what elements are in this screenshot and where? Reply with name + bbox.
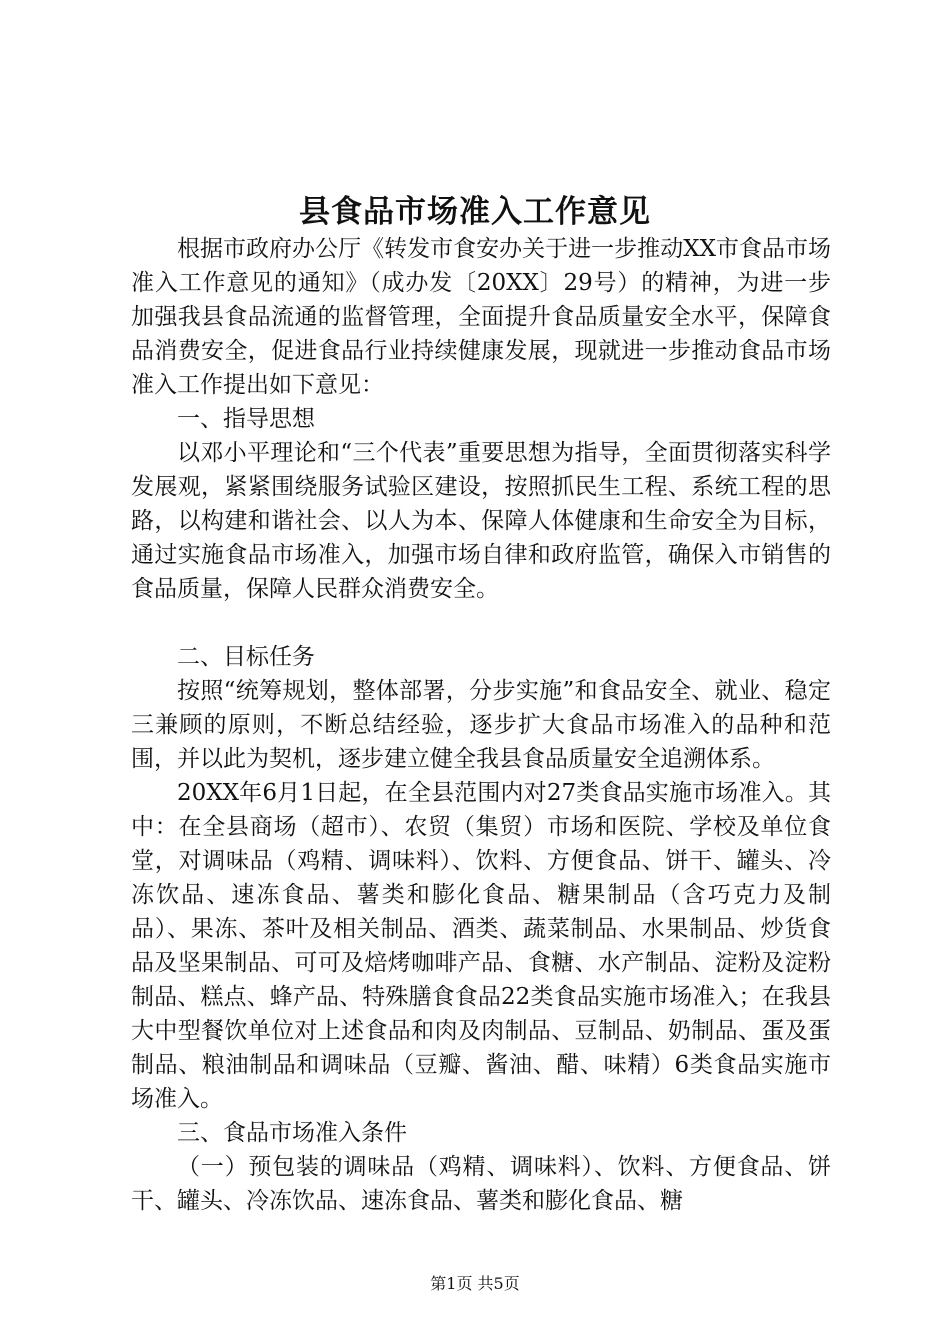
- section-heading-goals: 二、目标任务: [177, 644, 315, 670]
- conditions-paragraph: （一）预包装的调味品（鸡精、调味料）、饮料、方便食品、饼干、罐头、冷冻饮品、速冻食品、薯类和膨化食品、糖: [131, 1154, 831, 1214]
- document-body: [131, 232, 831, 1218]
- paragraph-spacer: [131, 606, 831, 640]
- page-footer: 第1页 共5页: [430, 1274, 520, 1293]
- scope-paragraph: 20XX年6月1日起，在全县范围内对27类食品实施市场准入。其中：在全县商场（超市）、农贸（集贸）市场和医院、学校及单位食堂，对调味品（鸡精、调味料）、饮料、方便食品、饼干、罐头、冷冻饮品、速冻食品、薯类和膨化食品、糖果制品（含巧克力及制品）、果冻、茶叶及相关制品、酒类、蔬菜制品、水果制品、炒货食品及坚果制品、可可及焙烤咖啡产品、食糖、水产制品、淀粉及淀粉制品、糕点、蜂产品、特殊膳食食品22类食品实施市场准入；在我县大中型餐饮单位对上述食品和肉及肉制品、豆制品、奶制品、蛋及蛋制品、粮油制品和调味品（豆瓣、酱油、醋、味精）6类食品实施市场准入。: [131, 780, 831, 1112]
- guiding-ideology-paragraph: 以邓小平理论和“三个代表”重要思想为指导，全面贯彻落实科学发展观，紧紧围绕服务试验区建设，按照抓民生工程、系统工程的思路，以构建和谐社会、以人为本、保障人体健康和生命安全为目标，通过实施食品市场准入，加强市场自律和政府监管，确保入市销售的食品质量，保障人民群众消费安全。: [131, 440, 831, 602]
- document-title: 县食品市场准入工作意见: [299, 194, 651, 230]
- goals-paragraph: 按照“统筹规划，整体部署，分步实施”和食品安全、就业、稳定三兼顾的原则，不断总结经验，逐步扩大食品市场准入的品种和范围，并以此为契机，逐步建立健全我县食品质量安全追溯体系。: [131, 678, 831, 772]
- intro-paragraph: 根据市政府办公厅《转发市食安办关于进一步推动XX市食品市场准入工作意见的通知》（成办发〔20XX〕29号）的精神，为进一步加强我县食品流通的监督管理，全面提升食品质量安全水平，保障食品消费安全，促进食品行业持续健康发展，现就进一步推动食品市场准入工作提出如下意见：: [131, 236, 831, 398]
- section-heading-conditions: 三、食品市场准入条件: [177, 1120, 407, 1146]
- section-heading-guiding-ideology: 一、指导思想: [177, 406, 315, 432]
